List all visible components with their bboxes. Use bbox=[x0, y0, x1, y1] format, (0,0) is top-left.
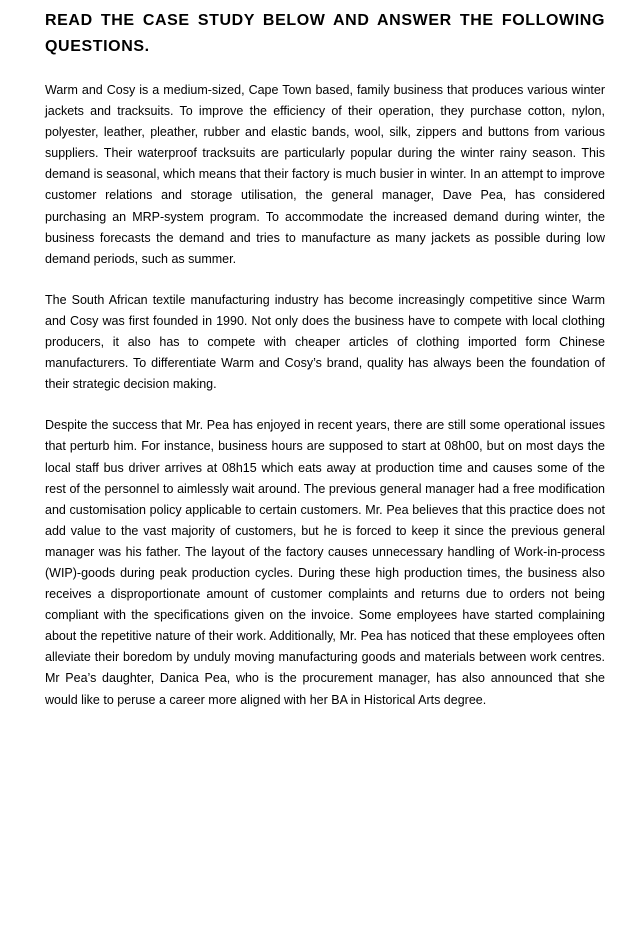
page-heading: READ THE CASE STUDY BELOW AND ANSWER THE FOLLOWING QUESTIONS. bbox=[45, 12, 605, 55]
paragraph-industry-competition: The South African textile manufacturing industry has become increasingly competitive since Warm and Cosy was first founded in 1990. Not only does the business have to compete with local clothing producers, it also has to compete with cheaper articles of clothing imported form Chinese manufacturers. To differentiate Warm and Cosy’s brand, quality has always been the foundation of their strategic decision making. bbox=[45, 292, 605, 392]
document-page bbox=[45, 8, 605, 731]
paragraph-operational-issues: Despite the success that Mr. Pea has enjoyed in recent years, there are still some operational issues that perturb him. For instance, business hours are supposed to start at 08h00, but on most days the local staff bus driver arrives at 08h15 which eats away at production time and causes some of the rest of the personnel to aimlessly wait around. The previous general manager had a free modification and customisation policy applicable to certain customers. Mr. Pea believes that this practice does not add value to the vast majority of customers, but he is forced to keep it since the previous general manager was his father. The layout of the factory causes unnecessary handling of Work-in-process (WIP)-goods during peak production cycles. During these high production times, the business also receives a disproportionate amount of customer complaints and returns due to orders not being compliant with the specifications given on the invoice. Some employees have started complaining about the repetitive nature of their work. Additionally, Mr. Pea has noticed that these employees often alleviate their boredom by unduly moving manufacturing goods and materials between work centres. Mr Pea’s daughter, Danica Pea, who is the procurement manager, has also announced that she would like to peruse a career more aligned with her BA in Historical Arts degree. bbox=[45, 418, 605, 707]
paragraph-company-overview: Warm and Cosy is a medium-sized, Cape Town based, family business that produces various winter jackets and tracksuits. To improve the efficiency of their operation, they purchase cotton, nylon, polyester, leather, pleather, rubber and elastic bands, wool, silk, zippers and buttons from various suppliers. Their waterproof tracksuits are particularly popular during the winter rainy season. This demand is seasonal, which means that their factory is much busier in winter. In an attempt to improve customer relations and storage utilisation, the general manager, Dave Pea, has considered purchasing an MRP-system program. To accommodate the increased demand during winter, the business forecasts the demand and tries to manufacture as many jackets as possible during low demand periods, such as summer. bbox=[45, 83, 605, 266]
